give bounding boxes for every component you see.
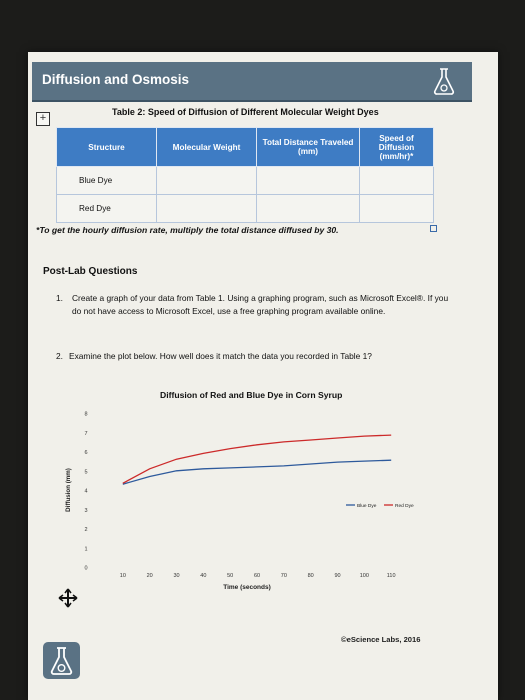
- table-row: [57, 195, 434, 223]
- column-header-molecular-weight: Molecular Weight: [157, 128, 257, 167]
- y-tick-label: 3: [84, 507, 88, 514]
- x-tick-label: 30: [173, 573, 180, 579]
- y-tick-label: 5: [84, 469, 88, 476]
- series-line-red-dye: [123, 435, 391, 483]
- table-footnote: *To get the hourly diffusion rate, multiply the total distance diffused by 30.: [36, 225, 339, 235]
- question-number: 2.: [56, 351, 63, 361]
- legend-label: Red Dye: [395, 504, 414, 509]
- column-header-speed: Speed of Diffusion (mm/hr)*: [360, 128, 434, 167]
- question-text: Create a graph of your data from Table 1. Using a graphing program, such as Microsoft Excel®. If you do not have access to Microsoft Excel, use a free graphing program available online.: [72, 293, 449, 316]
- legend-label: Blue Dye: [357, 504, 377, 509]
- question-number: 1.: [56, 293, 63, 303]
- y-tick-label: 1: [84, 546, 88, 553]
- copyright-text: ©eScience Labs, 2016: [341, 635, 421, 644]
- x-tick-label: 90: [334, 573, 341, 579]
- cell-molecular-weight[interactable]: [157, 195, 257, 223]
- x-axis-label: Time (seconds): [223, 584, 271, 591]
- x-tick-label: 110: [386, 573, 396, 579]
- resize-handle[interactable]: [430, 225, 437, 232]
- cell-speed[interactable]: [360, 195, 434, 223]
- cell-molecular-weight[interactable]: [157, 167, 257, 195]
- column-header-structure: Structure: [57, 128, 157, 167]
- x-tick-label: 70: [280, 573, 287, 579]
- question-text: Examine the plot below. How well does it match the data you recorded in Table 1?: [69, 351, 372, 361]
- y-tick-label: 6: [84, 450, 88, 456]
- y-tick-label: 2: [84, 527, 88, 533]
- flask-logo-icon: [430, 66, 458, 96]
- column-header-total-distance: Total Distance Traveled (mm): [257, 128, 360, 167]
- y-tick-label: 0: [84, 565, 88, 572]
- cell-total-distance[interactable]: [257, 167, 360, 195]
- table-caption: Table 2: Speed of Diffusion of Different Molecular Weight Dyes: [112, 107, 379, 117]
- expand-table-icon[interactable]: +: [36, 112, 50, 126]
- post-lab-heading: Post-Lab Questions: [43, 266, 138, 277]
- cell-structure: Red Dye: [57, 195, 157, 223]
- escience-logo: [43, 642, 80, 679]
- x-tick-label: 80: [307, 573, 314, 579]
- diffusion-table: [56, 127, 434, 223]
- x-tick-label: 40: [200, 573, 207, 579]
- y-tick-label: 7: [84, 430, 88, 437]
- page-title: Diffusion and Osmosis: [42, 72, 190, 87]
- x-tick-label: 100: [359, 573, 369, 579]
- cell-structure: Blue Dye: [57, 167, 157, 195]
- x-tick-label: 50: [227, 573, 234, 579]
- y-tick-label: 8: [84, 411, 88, 418]
- chart-title: Diffusion of Red and Blue Dye in Corn Syrup: [160, 390, 343, 400]
- diffusion-line-chart: [58, 405, 458, 605]
- question-2: [56, 351, 372, 361]
- table-row: [57, 167, 434, 195]
- cell-speed[interactable]: [360, 167, 434, 195]
- cell-total-distance[interactable]: [257, 195, 360, 223]
- x-tick-label: 10: [119, 573, 126, 579]
- x-tick-label: 20: [146, 573, 153, 579]
- flask-logo-icon: [43, 642, 80, 679]
- cursor-icon: [58, 588, 78, 608]
- question-1: [56, 292, 456, 317]
- y-tick-label: 4: [84, 488, 88, 495]
- y-axis-label: Diffusion (mm): [65, 468, 72, 512]
- header-banner: [32, 62, 472, 102]
- x-tick-label: 60: [253, 573, 261, 579]
